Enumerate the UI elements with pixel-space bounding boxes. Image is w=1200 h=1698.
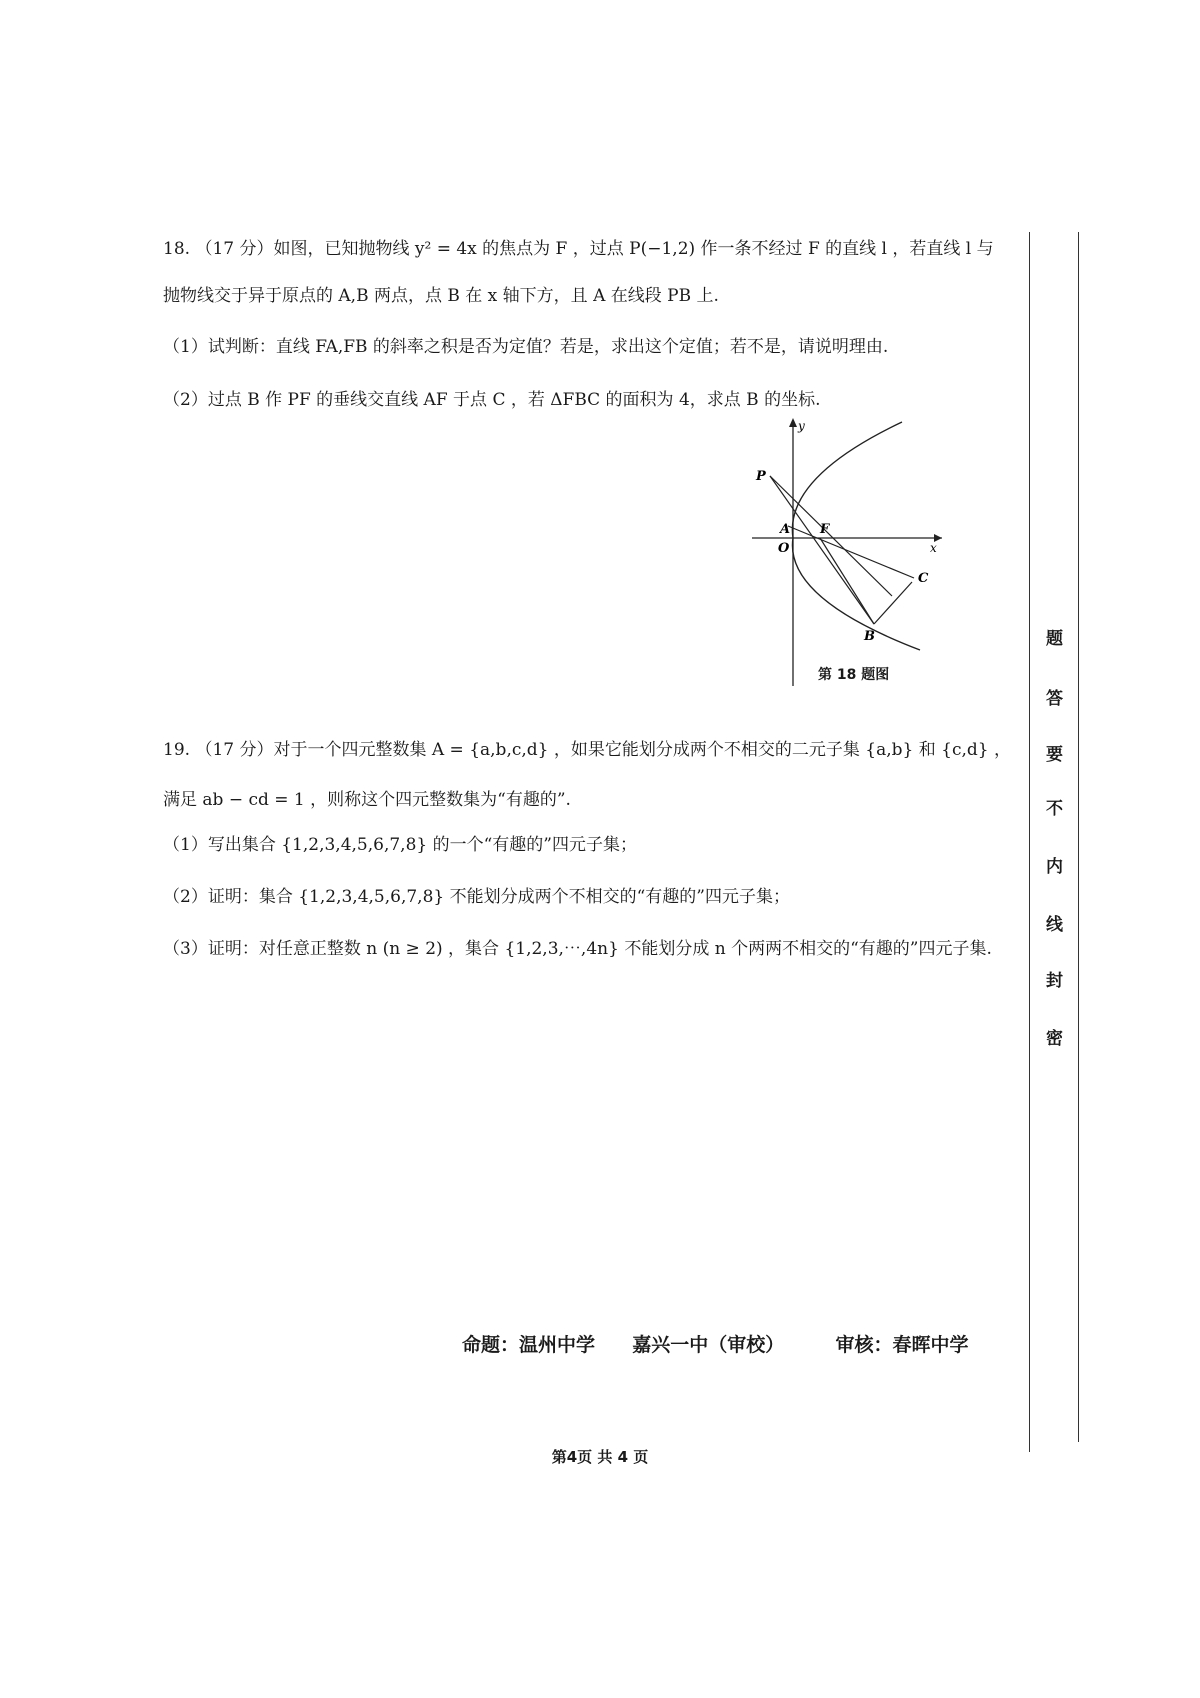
credits	[462, 1330, 969, 1357]
label-f: F	[820, 522, 830, 537]
q19-line1: 19. （17 分）对于一个四元整数集 A = {a,b,c,d} ，如果它能划分成两个不相交的二元子集 {a,b} 和 {c,d} ，	[163, 740, 1011, 760]
q19-part1: （1）写出集合 {1,2,3,4,5,6,7,8} 的一个“有趣的”四元子集；	[163, 835, 637, 855]
credit-author: 命题：温州中学	[462, 1334, 596, 1356]
label-b: B	[864, 629, 875, 644]
q18-line1: 18. （17 分）如图，已知抛物线 y² = 4x 的焦点为 F ，过点 P(−1,2) 作一条不经过 F 的直线 l ，若直线 l 与	[163, 239, 994, 259]
seal-char-8: 密	[1046, 1029, 1063, 1049]
credit-school: 嘉兴一中（审校）	[632, 1334, 785, 1356]
line-afc	[788, 526, 914, 578]
q19-part2: （2）证明：集合 {1,2,3,4,5,6,7,8} 不能划分成两个不相交的“有趣的”四元子集；	[163, 887, 790, 907]
seal-char-6: 线	[1046, 915, 1063, 935]
q18-part1: （1）试判断：直线 FA,FB 的斜率之积是否为定值？若是，求出这个定值；若不是，请说明理由.	[163, 337, 889, 357]
seal-char-5: 内	[1046, 857, 1063, 877]
q18-figure	[752, 418, 942, 686]
line-bc	[874, 582, 912, 624]
page-footer: 第4页 共 4 页	[551, 1448, 649, 1466]
seal-border-left	[1029, 232, 1030, 1452]
seal-border-right	[1078, 232, 1079, 1442]
q19-line2: 满足 ab − cd = 1 ，则称这个四元整数集为“有趣的”.	[163, 790, 571, 810]
seal-char-7: 封	[1046, 971, 1063, 991]
seal-char-1: 题	[1046, 629, 1063, 649]
y-axis-arrow	[789, 418, 797, 427]
figure-caption: 第 18 题图	[818, 667, 890, 683]
label-o: O	[778, 541, 790, 556]
seal-char-2: 答	[1046, 689, 1063, 709]
label-y: y	[798, 419, 805, 433]
label-p: P	[756, 469, 766, 484]
label-x: x	[930, 541, 937, 555]
q19-part3: （3）证明：对任意正整数 n (n ≥ 2) ，集合 {1,2,3,⋯,4n} 不能划分成 n 个两两不相交的“有趣的”四元子集.	[163, 939, 992, 959]
q18-line2: 抛物线交于异于原点的 A,B 两点，点 B 在 x 轴下方，且 A 在线段 PB 上.	[163, 286, 719, 306]
label-a: A	[780, 522, 791, 537]
seal-char-3: 要	[1046, 745, 1063, 765]
credit-review: 审核：春晖中学	[835, 1334, 969, 1356]
q18-part2: （2）过点 B 作 PF 的垂线交直线 AF 于点 C ，若 ΔFBC 的面积为 4，求点 B 的坐标.	[163, 390, 821, 410]
label-c: C	[918, 571, 929, 586]
seal-char-4: 不	[1046, 799, 1063, 819]
